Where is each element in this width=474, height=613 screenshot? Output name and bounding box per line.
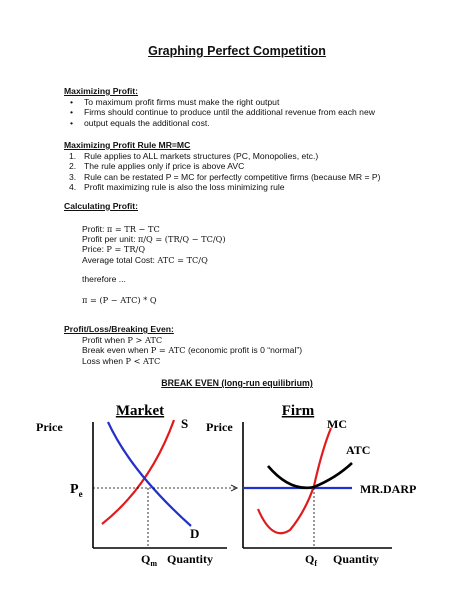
supply-label: S xyxy=(181,416,189,431)
atc-formula-label: Average total Cost: xyxy=(82,254,158,265)
mr-label: MR.DARP xyxy=(360,482,417,496)
profit-condition-text: Profit when xyxy=(82,334,128,345)
per-unit-formula-label: Profit per unit: xyxy=(82,234,138,244)
list-number: 4. xyxy=(69,182,77,193)
market-graph-title: Market xyxy=(115,403,165,419)
calculating-profit-heading: Calculating Profit: xyxy=(64,201,139,211)
price-formula-label: Price: xyxy=(82,244,107,255)
list-item-continuation: • output equals the additional cost. xyxy=(64,118,375,129)
break-even-condition-text: Break even when xyxy=(82,345,151,356)
firm-price-axis-label: Price xyxy=(206,420,233,434)
maximizing-profit-heading: Maximizing Profit: xyxy=(64,86,139,96)
mc-curve xyxy=(258,428,331,533)
price-formula: P = TR/Q xyxy=(106,244,146,255)
market-x-axis-label: Quantity xyxy=(167,552,214,566)
list-text: Rule can be restated P = MC for perfectly competitive firms (because MR = P) xyxy=(84,171,381,182)
firm-graph-title: Firm xyxy=(281,403,315,419)
market-quantity-symbol: Q xyxy=(141,552,151,566)
market-price-axis-label: Price xyxy=(36,420,63,434)
supply-curve xyxy=(102,420,174,524)
break-even-note: (economic profit is 0 “normal”) xyxy=(185,345,303,356)
atc-label: ATC xyxy=(346,443,371,457)
market-graph xyxy=(36,403,227,568)
market-quantity-label xyxy=(141,552,157,568)
firm-graph xyxy=(206,403,416,568)
profit-rule-heading: Maximizing Profit Rule MR=MC xyxy=(64,140,191,150)
list-item: • To maximum profit firms must make the right output xyxy=(64,97,375,108)
list-text: Rule applies to ALL markets structures (PC, Monopolies, etc.) xyxy=(84,150,319,161)
profit-formula-label: Profit: xyxy=(82,223,107,234)
list-item: • Firms should continue to produce until the additional revenue from each new xyxy=(64,107,375,118)
mc-label: MC xyxy=(327,417,347,431)
final-profit-formula: π = (P − ATC) * Q xyxy=(82,294,157,305)
profit-formula: π = TR − TC xyxy=(106,223,160,234)
profit-condition-formula: P > ATC xyxy=(127,334,163,345)
firm-quantity-symbol: Q xyxy=(305,552,315,566)
page-title: Graphing Perfect Competition xyxy=(148,44,326,58)
equilibrium-price-symbol: P xyxy=(70,482,79,497)
loss-condition-formula: P < ATC xyxy=(125,355,161,366)
list-number: 3. xyxy=(69,171,77,182)
equilibrium-price-label xyxy=(70,482,83,499)
firm-quantity-subscript: f xyxy=(314,559,318,568)
per-unit-formula: π/Q = (TR/Q − TC/Q) xyxy=(137,234,226,244)
break-even-title: BREAK EVEN (long-run equilibrium) xyxy=(161,378,313,388)
list-number: 1. xyxy=(69,150,77,161)
market-quantity-subscript: m xyxy=(150,559,158,568)
atc-formula: ATC = TC/Q xyxy=(157,254,208,265)
list-text: Profit maximizing rule is also the loss minimizing rule xyxy=(84,182,285,193)
profit-loss-heading: Profit/Loss/Breaking Even: xyxy=(64,324,174,334)
list-number: 2. xyxy=(69,161,77,172)
equilibrium-price-subscript: e xyxy=(78,489,83,499)
break-even-condition-formula: P = ATC xyxy=(150,345,186,356)
therefore-text: therefore ... xyxy=(82,274,126,285)
firm-x-axis-label: Quantity xyxy=(333,552,380,566)
list-text: The rule applies only if price is above AVC xyxy=(84,161,245,172)
atc-curve xyxy=(268,463,352,488)
demand-label: D xyxy=(190,526,200,541)
firm-quantity-label xyxy=(305,552,317,568)
loss-condition-text: Loss when xyxy=(82,355,126,366)
demand-curve xyxy=(108,422,191,526)
